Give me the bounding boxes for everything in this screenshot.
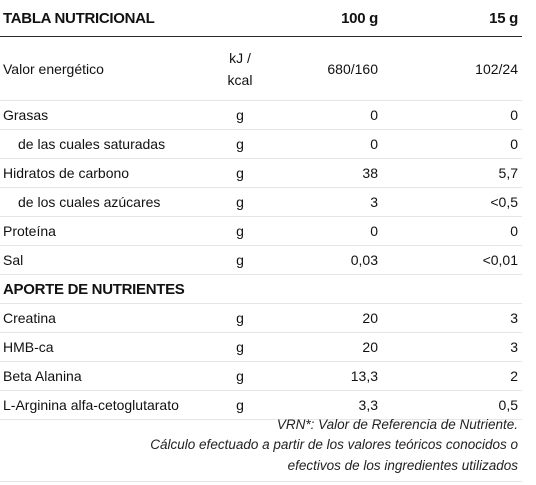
- row-value-100g: 3: [370, 194, 378, 210]
- row-label: Sal: [3, 252, 24, 268]
- row-value-100g: 0: [370, 223, 378, 239]
- row-unit: g: [236, 368, 244, 384]
- row-value-100g: 38: [362, 165, 378, 181]
- row-value-15g: 3: [510, 339, 518, 355]
- calculation-footnote: Cálculo efectuado a partir de los valores teóricos conocidos o efectivos de los ingredientes utilizados: [150, 437, 518, 473]
- table-row-saturated-fat: [0, 130, 522, 159]
- row-value-15g: <0,5: [490, 194, 518, 210]
- row-value-100g: 20: [362, 339, 378, 355]
- table-row-energy: [0, 37, 522, 101]
- row-unit: g: [236, 339, 244, 355]
- table-row-creatine: [0, 304, 522, 333]
- table-row-beta-alanine: [0, 362, 522, 391]
- table-row-salt: [0, 246, 522, 275]
- row-label: de los cuales azúcares: [18, 194, 161, 210]
- row-value-100g: 0,03: [350, 252, 378, 268]
- row-unit: g: [236, 397, 244, 413]
- table-row-protein: [0, 217, 522, 246]
- row-value-100g: 13,3: [350, 368, 378, 384]
- row-label: Creatina: [3, 310, 56, 326]
- table-row-sugars: [0, 188, 522, 217]
- row-value-15g: 0,5: [498, 397, 518, 413]
- row-value-15g: 0: [510, 136, 518, 152]
- row-label: Beta Alanina: [3, 368, 82, 384]
- row-label: HMB-ca: [3, 339, 54, 355]
- row-unit: g: [236, 310, 244, 326]
- per-100g-column-header: 100 g: [341, 9, 378, 27]
- row-value-100g: 0: [370, 107, 378, 123]
- row-value-15g: 2: [510, 368, 518, 384]
- row-label: Grasas: [3, 107, 49, 123]
- vrn-footnote: VRN*: Valor de Referencia de Nutriente.: [276, 417, 518, 432]
- row-label: Hidratos de carbono: [3, 165, 130, 181]
- bottom-divider: [0, 481, 522, 482]
- row-value-15g: 0: [510, 107, 518, 123]
- row-label: Valor energético: [3, 60, 104, 77]
- row-unit: g: [236, 136, 244, 152]
- per-15g-column-header: 15 g: [489, 9, 518, 27]
- row-unit: g: [236, 223, 244, 239]
- table-header: [0, 0, 522, 37]
- table-row-carbohydrates: [0, 159, 522, 188]
- row-value-100g: 3,3: [358, 397, 378, 413]
- section-heading-row: [0, 275, 522, 304]
- table-title: TABLA NUTRICIONAL: [3, 9, 155, 27]
- row-label: L-Arginina alfa-cetoglutarato: [3, 397, 179, 413]
- row-unit: g: [236, 194, 244, 210]
- row-value-15g: 0: [510, 223, 518, 239]
- row-value-15g: <0,01: [482, 252, 518, 268]
- row-value-15g: 5,7: [498, 165, 518, 181]
- row-unit: kJ / kcal: [227, 49, 253, 88]
- row-value-100g: 680/160: [327, 60, 378, 77]
- row-value-15g: 3: [510, 310, 518, 326]
- section-title: APORTE DE NUTRIENTES: [3, 280, 185, 298]
- row-value-100g: 0: [370, 136, 378, 152]
- row-unit: g: [236, 165, 244, 181]
- row-value-100g: 20: [362, 310, 378, 326]
- table-row-hmb: [0, 333, 522, 362]
- row-unit: g: [236, 252, 244, 268]
- row-label: Proteína: [3, 223, 56, 239]
- row-label: de las cuales saturadas: [18, 136, 166, 152]
- table-row-fat: [0, 101, 522, 130]
- row-value-15g: 102/24: [475, 60, 518, 77]
- row-unit: g: [236, 107, 244, 123]
